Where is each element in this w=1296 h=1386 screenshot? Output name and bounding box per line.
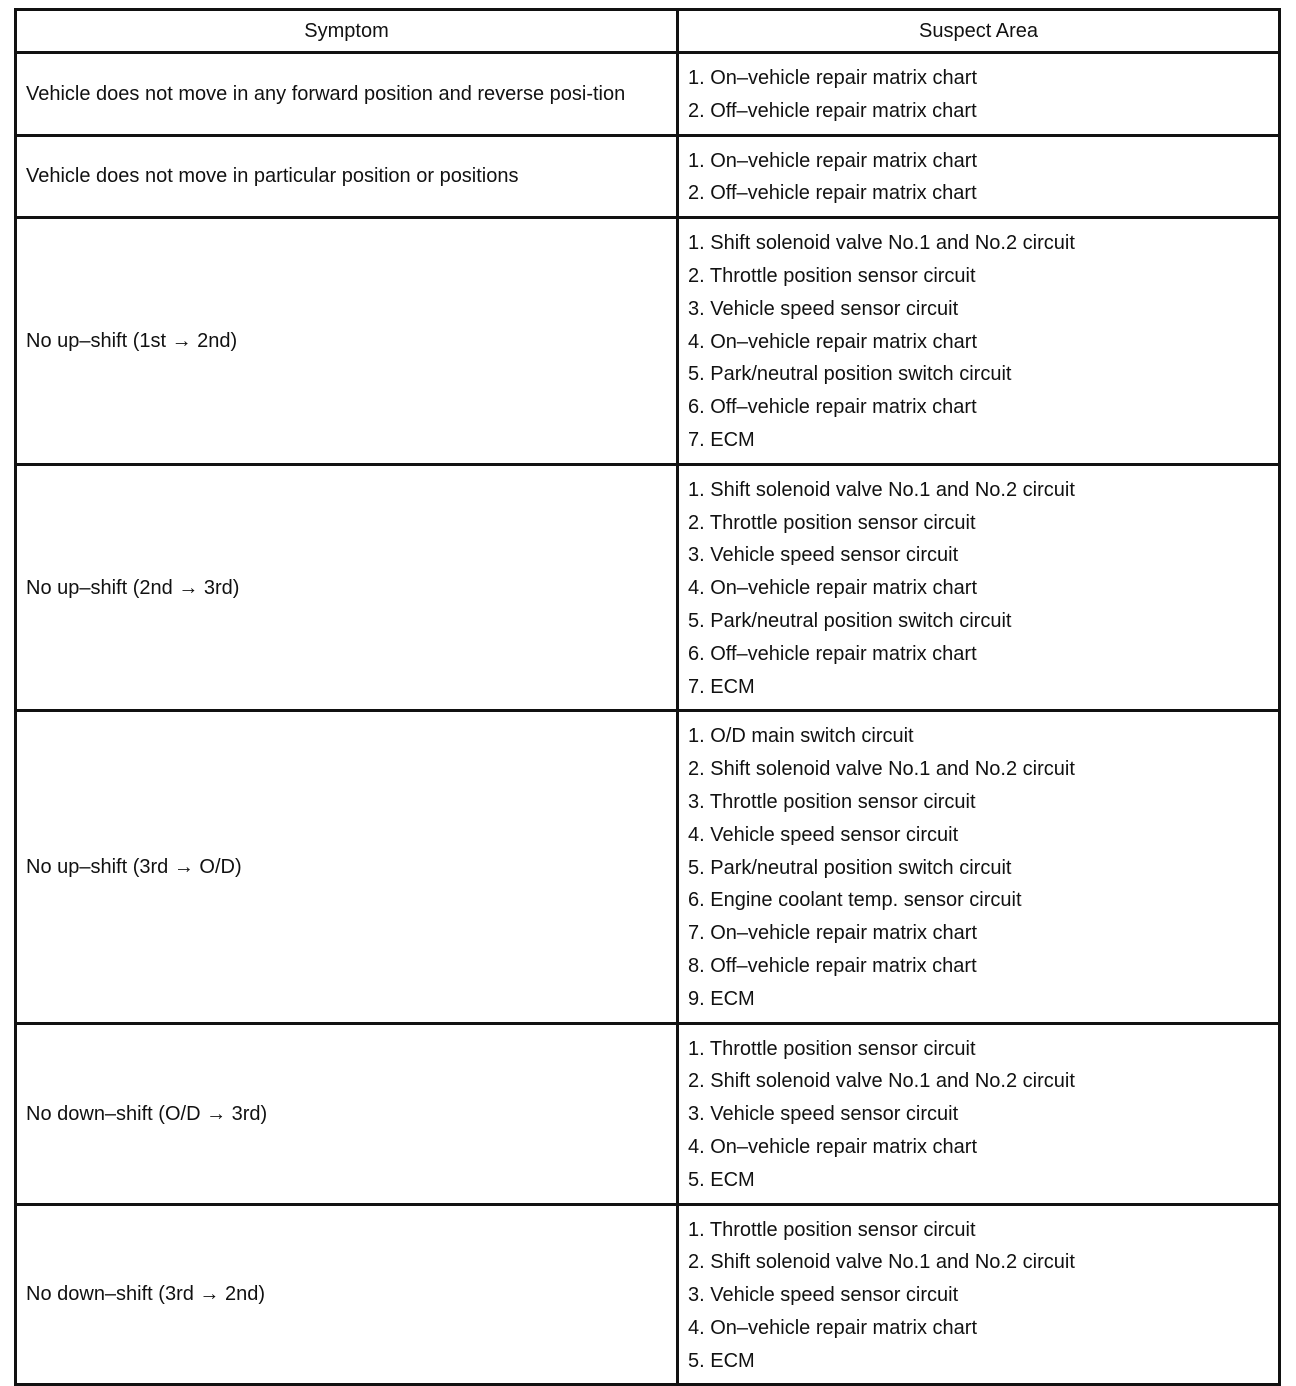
- suspect-area-item: 5. Park/neutral position switch circuit: [688, 363, 1012, 386]
- suspect-area-item: 4. On–vehicle repair matrix chart: [688, 577, 978, 600]
- suspect-area-item: 2. Off–vehicle repair matrix chart: [688, 182, 977, 205]
- suspect-area-item: 8. Off–vehicle repair matrix chart: [688, 954, 977, 977]
- suspect-area-item: 4. On–vehicle repair matrix chart: [688, 1316, 978, 1339]
- table-row: [16, 218, 1280, 465]
- suspect-area-item: 1. Throttle position sensor circuit: [688, 1218, 976, 1241]
- symptom-cell: No up–shift (1st → 2nd): [16, 218, 678, 465]
- suspect-area-item: 2. Throttle position sensor circuit: [688, 264, 976, 287]
- suspect-area-item: 5. ECM: [688, 1168, 755, 1191]
- table-row: [16, 135, 1280, 218]
- suspect-area-item: 3. Throttle position sensor circuit: [688, 790, 976, 813]
- suspect-area-item: 4. On–vehicle repair matrix chart: [688, 1135, 978, 1158]
- suspect-area-cell: [678, 464, 1280, 711]
- suspect-area-item: 1. Shift solenoid valve No.1 and No.2 circuit: [688, 478, 1075, 501]
- suspect-area-item: 7. ECM: [688, 428, 755, 451]
- suspect-area-item: 4. On–vehicle repair matrix chart: [688, 330, 978, 353]
- suspect-area-item: 5. ECM: [688, 1349, 755, 1372]
- symptom-cell: No up–shift (3rd → O/D): [16, 711, 678, 1023]
- suspect-area-item: 1. On–vehicle repair matrix chart: [688, 67, 978, 89]
- table-row: [16, 1204, 1280, 1385]
- suspect-area-item: 1. On–vehicle repair matrix chart: [688, 149, 978, 172]
- header-row: [16, 10, 1280, 53]
- suspect-area-item: 3. Vehicle speed sensor circuit: [688, 544, 959, 567]
- symptom-cell: No up–shift (2nd → 3rd): [16, 464, 678, 711]
- header-suspect-area: Suspect Area: [678, 10, 1280, 53]
- suspect-area-item: 1. Throttle position sensor circuit: [688, 1037, 976, 1060]
- suspect-area-cell: [678, 1023, 1280, 1204]
- suspect-area-item: 2. Shift solenoid valve No.1 and No.2 circuit: [688, 1070, 1075, 1093]
- suspect-area-item: 3. Vehicle speed sensor circuit: [688, 1103, 959, 1126]
- suspect-area-item: 2. Shift solenoid valve No.1 and No.2 circuit: [688, 758, 1075, 781]
- suspect-area-item: 3. Vehicle speed sensor circuit: [688, 1284, 959, 1307]
- suspect-area-item: 5. Park/neutral position switch circuit: [688, 856, 1012, 879]
- suspect-area-cell: [678, 218, 1280, 465]
- troubleshooting-table-container: [14, 8, 1278, 1386]
- suspect-area-cell: [678, 711, 1280, 1023]
- table-body: [16, 53, 1280, 1385]
- suspect-area-item: 6. Off–vehicle repair matrix chart: [688, 396, 977, 419]
- suspect-area-item: 6. Engine coolant temp. sensor circuit: [688, 889, 1022, 912]
- suspect-area-item: 9. ECM: [688, 987, 755, 1010]
- suspect-area-item: 2. Off–vehicle repair matrix chart: [688, 99, 977, 122]
- suspect-area-cell: [678, 1204, 1280, 1385]
- suspect-area-item: 1. O/D main switch circuit: [688, 725, 914, 748]
- table-row: [16, 464, 1280, 711]
- symptom-cell: No down–shift (O/D → 3rd): [16, 1023, 678, 1204]
- header-symptom: Symptom: [16, 10, 678, 53]
- symptom-cell: No down–shift (3rd → 2nd): [16, 1204, 678, 1385]
- suspect-area-item: 7. ECM: [688, 675, 755, 698]
- symptom-cell: Vehicle does not move in particular position or positions: [16, 135, 678, 218]
- suspect-area-item: 6. Off–vehicle repair matrix chart: [688, 642, 977, 665]
- suspect-area-item: 2. Shift solenoid valve No.1 and No.2 circuit: [688, 1251, 1075, 1274]
- table-row: [16, 1023, 1280, 1204]
- table-row: [16, 53, 1280, 136]
- table-row: [16, 711, 1280, 1023]
- symptom-suspect-area-table: [14, 8, 1281, 1386]
- suspect-area-cell: [678, 53, 1280, 136]
- suspect-area-item: 4. Vehicle speed sensor circuit: [688, 823, 959, 846]
- suspect-area-item: 5. Park/neutral position switch circuit: [688, 609, 1012, 632]
- suspect-area-item: 7. On–vehicle repair matrix chart: [688, 922, 978, 945]
- symptom-cell: Vehicle does not move in any forward position and reverse posi-tion: [16, 53, 678, 136]
- suspect-area-cell: [678, 135, 1280, 218]
- suspect-area-item: 2. Throttle position sensor circuit: [688, 511, 976, 534]
- suspect-area-item: 1. Shift solenoid valve No.1 and No.2 circuit: [688, 232, 1075, 255]
- suspect-area-item: 3. Vehicle speed sensor circuit: [688, 297, 959, 320]
